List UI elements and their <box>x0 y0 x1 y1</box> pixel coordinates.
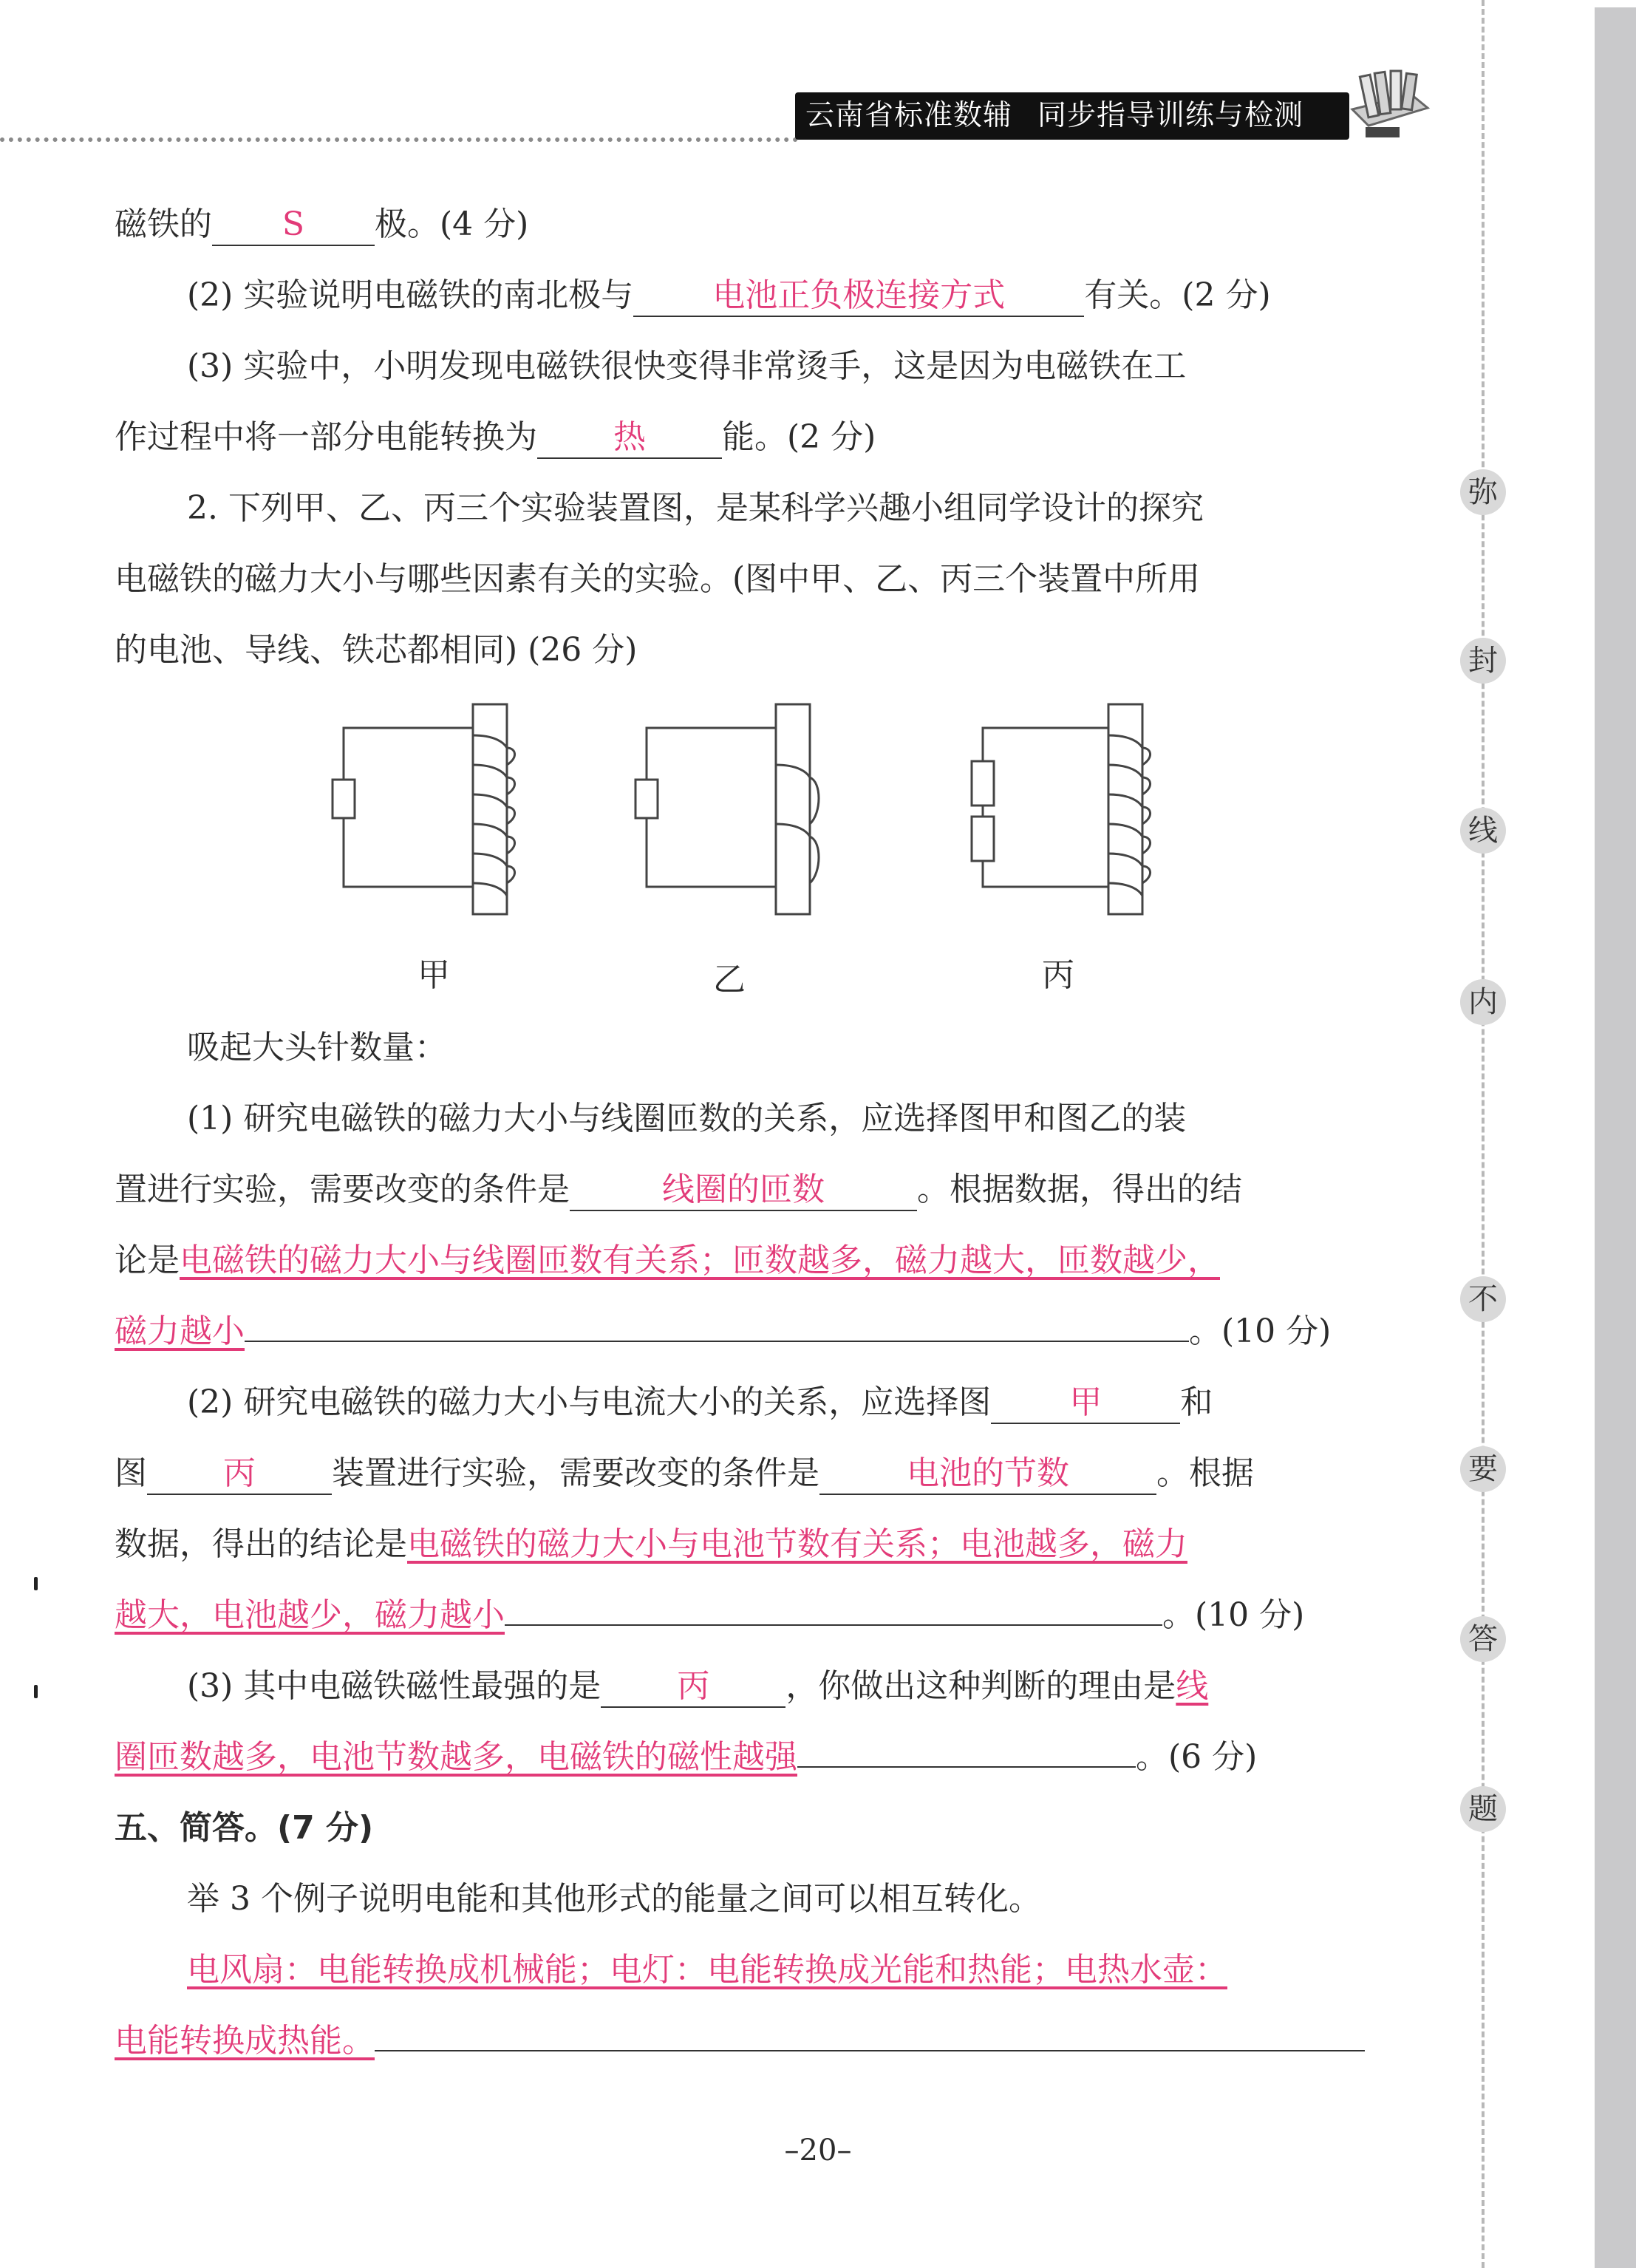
q2-s2-answer-fig2: 丙 <box>147 1454 332 1495</box>
figure-label-yi: 乙 <box>713 961 746 998</box>
books-logo-icon <box>1345 65 1434 146</box>
section5-answer-line2 <box>115 2019 1365 2063</box>
q2-s1-answer-conclusion-a: 电磁铁的磁力大小与线圈匝数有关系；匝数越多，磁力越大，匝数越少， <box>180 1242 1220 1279</box>
q2-s2-text: (2) 研究电磁铁的磁力大小与电流大小的关系，应选择图 <box>187 1383 992 1421</box>
q2-s3-answer-strongest: 丙 <box>601 1666 785 1708</box>
q2-s2-answer-conclusion-a: 电磁铁的磁力大小与电池节数有关系；电池越多，磁力 <box>407 1525 1187 1563</box>
q2-s2-and: 和 <box>1180 1383 1213 1421</box>
q1-part3-text: 作过程中将一部分电能转换为 <box>115 418 537 456</box>
q1-score: 极。(4 分) <box>375 205 529 243</box>
q2-stem-line3: 的电池、导线、铁芯都相同) (26 分) <box>115 631 638 669</box>
q2-s1-answer-rule <box>245 1311 1189 1342</box>
q2-s2-line1 <box>187 1380 1213 1425</box>
binding-cut-line <box>1482 0 1485 2268</box>
q1-part3-line1: (3) 实验中，小明发现电磁铁很快变得非常烫手，这是因为电磁铁在工 <box>187 347 1187 385</box>
q2-pins-label: 吸起大头针数量： <box>187 1029 447 1066</box>
q2-s3-answer-reason-b: 圈匝数越多，电池节数越多，电磁铁的磁性越强 <box>115 1738 797 1776</box>
section5-prompt: 举 3 个例子说明电能和其他形式的能量之间可以相互转化。 <box>187 1880 1041 1918</box>
section5-answer-line1: 电风扇：电能转换成机械能；电灯：电能转换成光能和热能；电热水壶： <box>187 1951 1227 1989</box>
figure-jia <box>333 704 515 914</box>
page-number: –20– <box>784 2134 852 2167</box>
q2-s1-line1: (1) 研究电磁铁的磁力大小与线圈匝数的关系，应选择图甲和图乙的装 <box>187 1100 1187 1137</box>
q1-part2-text: (2) 实验说明电磁铁的南北极与 <box>187 276 634 314</box>
section5-title: 五、简答。(7 分) <box>115 1809 374 1847</box>
sidebar-char-4: 内 <box>1460 979 1506 1025</box>
binding-mark-2 <box>34 1685 38 1698</box>
q1-part2-score: 有关。(2 分) <box>1084 276 1271 314</box>
section5-answer-rule <box>375 2020 1365 2051</box>
q1-part3-score: 能。(2 分) <box>722 418 876 456</box>
header-subtitle: 同步指导训练与检测 <box>1037 99 1304 132</box>
q1-line-1 <box>115 202 528 247</box>
section5-answer-line2-text: 电能转换成热能。 <box>115 2022 375 2060</box>
sidebar-char-5: 不 <box>1460 1276 1506 1322</box>
q1-part3-line2 <box>115 415 876 460</box>
q1-text: 磁铁的 <box>115 205 212 243</box>
q2-s3-score: 。(6 分) <box>1136 1738 1258 1776</box>
q2-s3-line1 <box>187 1664 1208 1709</box>
q2-s2-answer-condition: 电池的节数 <box>819 1454 1156 1495</box>
q2-s1-text-post: 。根据数据，得出的结 <box>917 1171 1242 1208</box>
figure-label-jia: 甲 <box>417 956 450 994</box>
q2-s3-answer-rule <box>797 1737 1136 1768</box>
sidebar-char-6: 要 <box>1460 1446 1506 1492</box>
q2-s2-fig-lead: 图 <box>115 1454 147 1492</box>
q2-s3-text-mid: ，你做出这种判断的理由是 <box>785 1667 1176 1705</box>
q2-s2-conclusion-lead: 数据，得出的结论是 <box>115 1525 407 1563</box>
q1-answer-pole: S <box>212 205 375 246</box>
q2-s1-answer-conclusion-b: 磁力越小 <box>115 1312 245 1350</box>
q2-s1-line2 <box>115 1168 1242 1212</box>
q1-part2-answer: 电池正负极连接方式 <box>633 276 1084 317</box>
header-title <box>805 92 1303 140</box>
q2-stem-line1: 2. 下列甲、乙、丙三个实验装置图，是某科学兴趣小组同学设计的探究 <box>187 489 1204 527</box>
q2-s2-score: 。(10 分) <box>1162 1596 1305 1634</box>
q2-s1-answer-condition: 线圈的匝数 <box>570 1170 917 1211</box>
q2-s3-line2 <box>115 1735 1257 1780</box>
page-edge-strip <box>1595 7 1636 2268</box>
header-series: 云南省标准数辅 <box>805 99 1013 132</box>
q2-s2-answer-rule <box>505 1595 1162 1626</box>
electromagnet-figures <box>318 695 1234 939</box>
binding-mark-1 <box>34 1577 38 1590</box>
figure-bing <box>972 704 1151 914</box>
q2-s3-answer-reason-a: 线 <box>1176 1667 1209 1705</box>
q2-s1-conclusion-lead: 论是 <box>115 1242 180 1279</box>
q2-s1-line4 <box>115 1310 1331 1354</box>
q2-s1-text: 置进行实验，需要改变的条件是 <box>115 1171 570 1208</box>
sidebar-char-2: 封 <box>1460 638 1506 684</box>
q2-s2-answer-fig1: 甲 <box>991 1383 1180 1424</box>
q1-part2 <box>187 273 1271 318</box>
q2-s2-answer-conclusion-b: 越大，电池越少，磁力越小 <box>115 1596 505 1634</box>
header-dotted-rule <box>0 137 798 142</box>
q2-s2-line2 <box>115 1451 1254 1496</box>
q2-s2-text-mid: 装置进行实验，需要改变的条件是 <box>332 1454 819 1492</box>
q1-part3-answer: 热 <box>537 418 722 459</box>
q2-s1-score: 。(10 分) <box>1189 1312 1332 1350</box>
q2-s2-text-post: 。根据 <box>1156 1454 1254 1492</box>
figure-label-bing: 丙 <box>1042 956 1074 994</box>
q2-s2-line4 <box>115 1593 1304 1638</box>
figure-yi <box>635 704 819 914</box>
q2-s2-line3 <box>115 1522 1187 1567</box>
sidebar-char-7: 答 <box>1460 1616 1506 1662</box>
q2-s3-text: (3) 其中电磁铁磁性最强的是 <box>187 1667 601 1705</box>
q2-s1-line3 <box>115 1239 1220 1283</box>
q2-stem-line2: 电磁铁的磁力大小与哪些因素有关的实验。(图中甲、乙、丙三个装置中所用 <box>115 560 1201 598</box>
sidebar-char-3: 线 <box>1460 808 1506 854</box>
sidebar-char-8: 题 <box>1460 1786 1506 1832</box>
sidebar-char-1: 弥 <box>1460 469 1506 515</box>
